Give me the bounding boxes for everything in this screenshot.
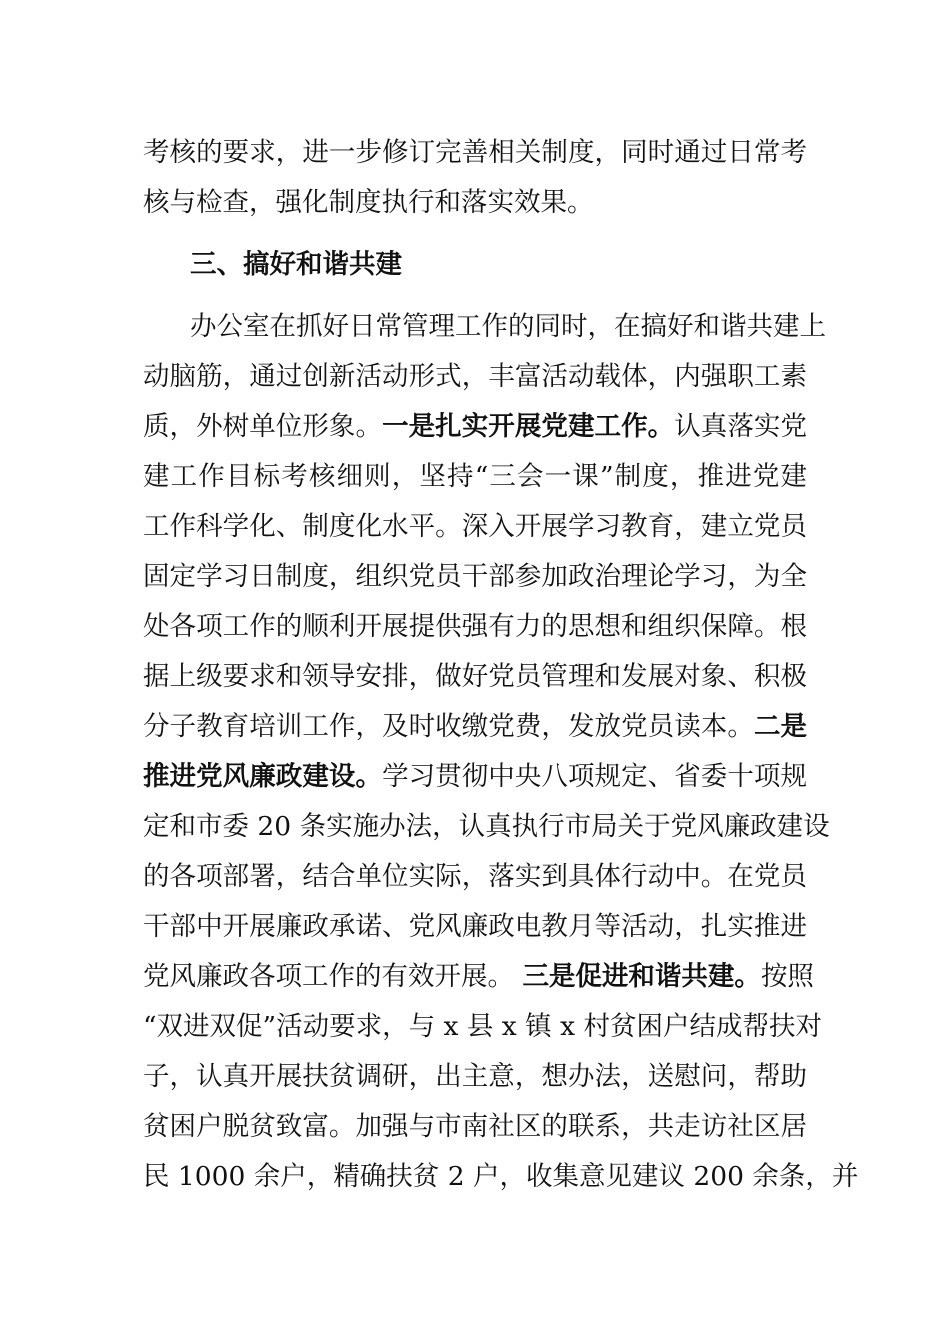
paragraph-line: 考核的要求，进一步修订完善相关制度，同时通过日常考 bbox=[143, 137, 807, 168]
paragraph-line bbox=[143, 752, 807, 802]
paragraph-line: 核与检查，强化制度执行和落实效果。 bbox=[143, 187, 594, 218]
bold-lead-phrase: 一是扎实开展党建工作。 bbox=[382, 411, 675, 442]
bold-lead-phrase: 推进党风廉政建设。 bbox=[143, 761, 383, 792]
paragraph-line: 民 1000 余户，精确扶贫 2 户，收集意见建议 200 余条，并 bbox=[143, 1161, 859, 1192]
text-span: 质，外树单位形象。 bbox=[143, 411, 383, 442]
bold-lead-phrase: 三是促进和谐共建。 bbox=[522, 961, 761, 992]
paragraph-line: 定和市委 20 条实施办法，认真执行市局关于党风廉政建设 bbox=[143, 811, 830, 842]
paragraph-line: 办公室在抓好日常管理工作的同时，在搞好和谐共建上 bbox=[190, 311, 826, 342]
section-heading: 三、搞好和谐共建 bbox=[190, 249, 402, 280]
paragraph-line: 的各项部署，结合单位实际，落实到具体行动中。在党员 bbox=[143, 861, 807, 892]
paragraph-line: “双进双促”活动要求，与 x 县 x 镇 x 村贫困户结成帮扶对 bbox=[143, 1011, 822, 1042]
text-span: 党风廉政各项工作的有效开展。 bbox=[143, 961, 523, 992]
paragraph-line: 据上级要求和领导安排，做好党员管理和发展对象、积极 bbox=[143, 661, 807, 692]
text-span: 认真落实党 bbox=[674, 411, 807, 442]
text-span: 按照 bbox=[760, 961, 814, 992]
text-span: 分子教育培训工作，及时收缴党费，发放党员读本。 bbox=[143, 711, 754, 742]
paragraph-line bbox=[143, 402, 807, 452]
paragraph-line: 贫困户脱贫致富。加强与市南社区的联系，共走访社区居 bbox=[143, 1111, 807, 1142]
text-span: 学习贯彻中央八项规定、省委十项规 bbox=[382, 761, 807, 792]
paragraph-line: 工作科学化、制度化水平。深入开展学习教育，建立党员 bbox=[143, 511, 807, 542]
paragraph-line: 处各项工作的顺利开展提供强有力的思想和组织保障。根 bbox=[143, 611, 807, 642]
paragraph-line bbox=[143, 952, 814, 1002]
paragraph-line: 建工作目标考核细则，坚持“三会一课”制度，推进党建 bbox=[143, 461, 807, 492]
paragraph-line: 干部中开展廉政承诺、党风廉政电教月等活动，扎实推进 bbox=[143, 911, 807, 942]
bold-lead-phrase: 二是 bbox=[753, 711, 807, 742]
paragraph-line: 子，认真开展扶贫调研，出主意，想办法，送慰问，帮助 bbox=[143, 1061, 807, 1092]
paragraph-line bbox=[143, 702, 807, 752]
paragraph-line: 动脑筋，通过创新活动形式，丰富活动载体，内强职工素 bbox=[143, 361, 807, 392]
paragraph-line: 固定学习日制度，组织党员干部参加政治理论学习，为全 bbox=[143, 561, 807, 592]
